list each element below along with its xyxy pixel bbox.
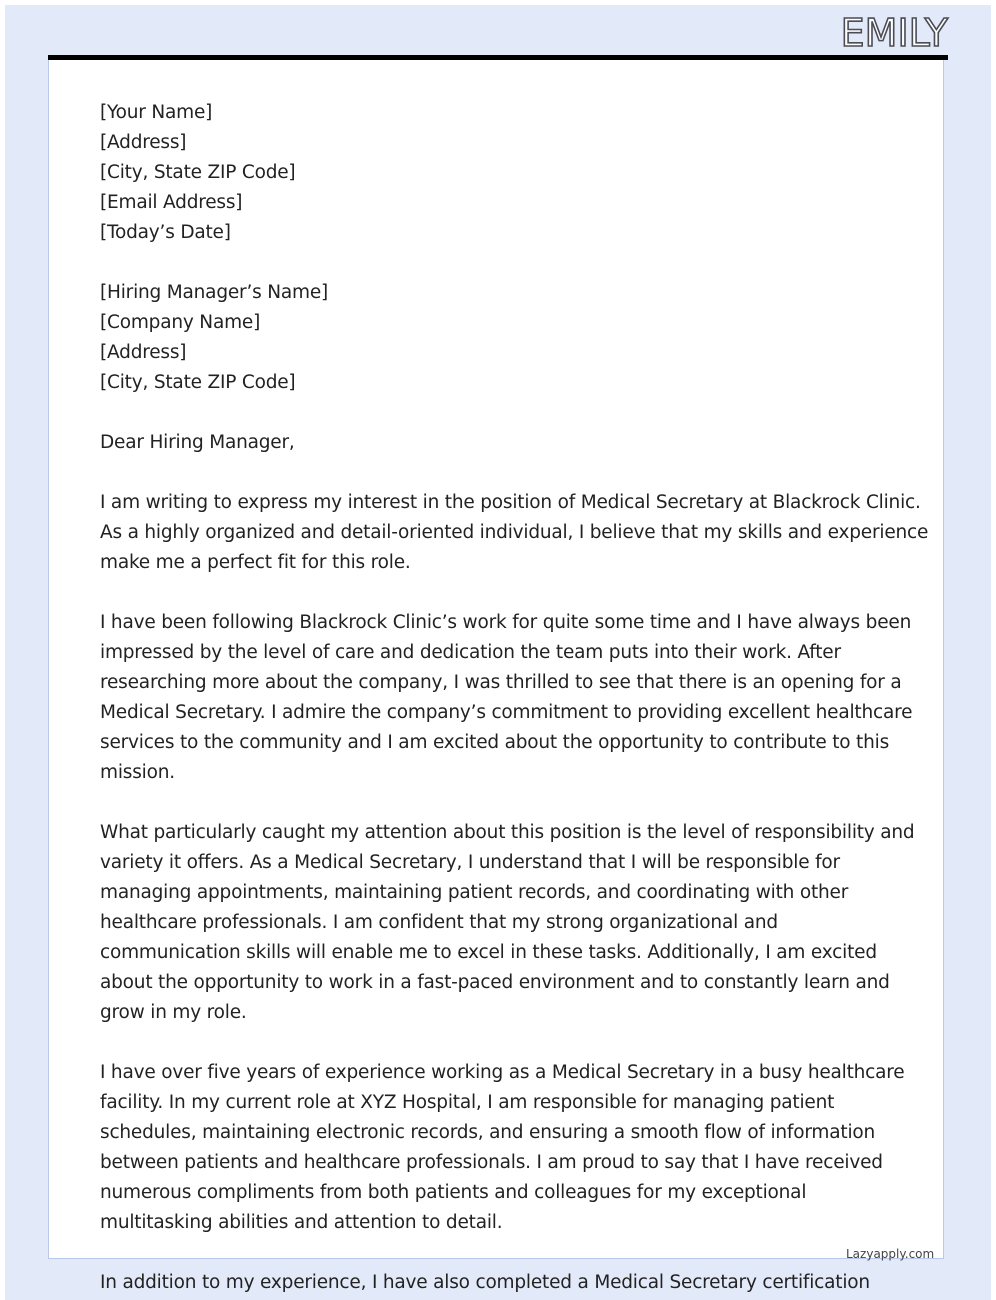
paragraph-line: communication skills will enable me to excel in these tasks. Additionally, I am excited xyxy=(100,942,877,963)
paragraph-line: I have over five years of experience working as a Medical Secretary in a busy healthcare xyxy=(100,1062,905,1083)
recipient-city: [City, State ZIP Code] xyxy=(100,372,296,393)
watermark-text: Lazyapply.com xyxy=(846,1247,935,1261)
paragraph-line: Medical Secretary. I admire the company’s commitment to providing excellent healthcare xyxy=(100,702,913,723)
paragraph-intro xyxy=(100,488,929,578)
header-rule xyxy=(48,55,948,60)
paragraph-company-interest xyxy=(100,608,920,788)
paragraph-line: researching more about the company, I was thrilled to see that there is an opening for a xyxy=(100,672,902,693)
paragraph-line: variety it offers. As a Medical Secretary, I understand that I will be responsible for xyxy=(100,852,840,873)
letter-date: [Today’s Date] xyxy=(100,222,231,243)
sender-address: [Address] xyxy=(100,132,187,153)
salutation-block xyxy=(100,428,920,458)
paragraph-line: As a highly organized and detail-oriented individual, I believe that my skills and experience xyxy=(100,522,929,543)
sender-address-block xyxy=(100,98,920,248)
paragraph-line: numerous compliments from both patients and colleagues for my exceptional xyxy=(100,1182,807,1203)
salutation: Dear Hiring Manager, xyxy=(100,432,295,453)
paragraph-experience xyxy=(100,1058,920,1238)
paragraph-position-interest xyxy=(100,818,920,1028)
paragraph-line: managing appointments, maintaining patient records, and coordinating with other xyxy=(100,882,849,903)
paragraph-line: schedules, maintaining electronic records, and ensuring a smooth flow of information xyxy=(100,1122,876,1143)
paragraph-line: mission. xyxy=(100,762,175,783)
paragraph-line: between patients and healthcare professionals. I am proud to say that I have received xyxy=(100,1152,883,1173)
sender-email: [Email Address] xyxy=(100,192,243,213)
sender-city: [City, State ZIP Code] xyxy=(100,162,296,183)
paragraph-line: impressed by the level of care and dedication the team puts into their work. After xyxy=(100,642,841,663)
letter-body xyxy=(100,98,929,1268)
recipient-name: [Hiring Manager’s Name] xyxy=(100,282,329,303)
paragraph-line: multitasking abilities and attention to detail. xyxy=(100,1212,503,1233)
recipient-company: [Company Name] xyxy=(100,312,261,333)
paragraph-line: facility. In my current role at XYZ Hospital, I am responsible for managing patient xyxy=(100,1092,835,1113)
recipient-address-block xyxy=(100,278,920,398)
paragraph-line: I am writing to express my interest in the position of Medical Secretary at Blackrock Clinic. xyxy=(100,492,921,513)
paragraph-line: What particularly caught my attention about this position is the level of responsibility and xyxy=(100,822,915,843)
paragraph-continuation: In addition to my experience, I have also completed a Medical Secretary certification xyxy=(100,1272,870,1293)
sender-name: [Your Name] xyxy=(100,102,213,123)
paragraph-line: grow in my role. xyxy=(100,1002,247,1023)
paragraph-line: I have been following Blackrock Clinic’s work for quite some time and I have always been xyxy=(100,612,912,633)
brand-name: EMILY xyxy=(840,11,948,55)
paragraph-line: make me a perfect fit for this role. xyxy=(100,552,411,573)
recipient-address: [Address] xyxy=(100,342,187,363)
paragraph-line: healthcare professionals. I am confident that my strong organizational and xyxy=(100,912,778,933)
paragraph-line: about the opportunity to work in a fast-paced environment and to constantly learn and xyxy=(100,972,890,993)
paragraph-line: services to the community and I am excited about the opportunity to contribute to this xyxy=(100,732,890,753)
